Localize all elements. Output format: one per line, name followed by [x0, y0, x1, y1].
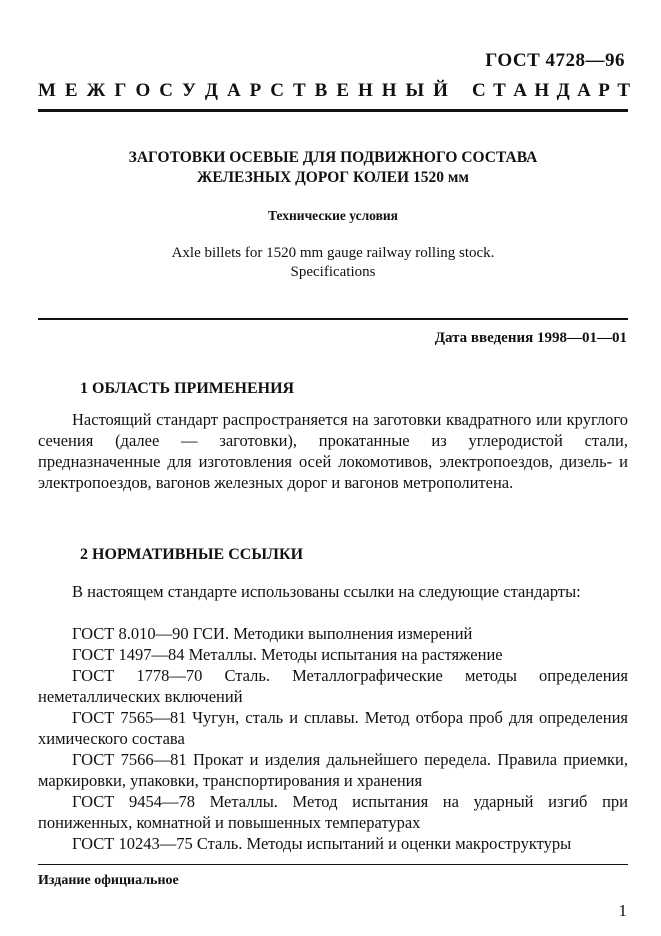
- section-2-heading: 2 НОРМАТИВНЫЕ ССЫЛКИ: [80, 546, 304, 563]
- banner-letter: Р: [598, 80, 610, 101]
- banner-letter: А: [577, 80, 591, 101]
- reference-item: ГОСТ 8.010—90 ГСИ. Методики выполнения измерений: [72, 624, 473, 643]
- document-subtitle: Технические условия: [268, 208, 398, 223]
- banner-letter: Ы: [405, 80, 425, 101]
- english-title: [38, 244, 628, 282]
- english-title-line-2: Specifications: [290, 264, 376, 280]
- reference-item: ГОСТ 1778—70 Сталь. Металлографические методы определения неметаллических включений: [38, 666, 628, 706]
- reference-item: ГОСТ 7566—81 Прокат и изделия дальнейшего передела. Правила приемки, маркировки, упаковки, транспортирования и хранения: [38, 750, 628, 790]
- title-rule: [38, 318, 628, 320]
- official-edition-label: Издание официальное: [38, 873, 179, 888]
- banner-letter: С: [159, 80, 173, 101]
- section-1-text: Настоящий стандарт распространяется на заготовки квадратного или круглого сечения (далее — заготовки), прокатанные из углеродистой стали, предназначенные для изготовления осей локомотивов, электропоездов, дизель- и электропоездов, вагонов железных дорог и вагонов метрополитена.: [38, 410, 628, 492]
- banner-letter: Т: [493, 80, 506, 101]
- banner-letter: У: [181, 80, 196, 101]
- banner-letter: Е: [336, 80, 349, 101]
- banner-letter: Р: [249, 80, 262, 101]
- banner-letter: Е: [64, 80, 78, 101]
- banner-letter: Д: [204, 80, 218, 101]
- footer-rule: [38, 864, 628, 865]
- reference-item: ГОСТ 7565—81 Чугун, сталь и сплавы. Метод отбора проб для определения химического состава: [38, 708, 628, 748]
- title-line-1: ЗАГОТОВКИ ОСЕВЫЕ ДЛЯ ПОДВИЖНОГО СОСТАВА: [128, 149, 538, 166]
- banner-letter: Т: [617, 80, 630, 101]
- banner-letter: Ж: [86, 80, 106, 101]
- banner-letter: Т: [292, 80, 306, 101]
- banner-letter: Н: [381, 80, 397, 101]
- standard-banner: [38, 80, 630, 102]
- header-rule: [38, 109, 628, 112]
- document-code: ГОСТ 4728—96: [485, 50, 625, 71]
- banner-letter: Д: [556, 80, 570, 101]
- section-1-heading: 1 ОБЛАСТЬ ПРИМЕНЕНИЯ: [80, 380, 295, 397]
- reference-item: ГОСТ 10243—75 Сталь. Методы испытаний и оценки макроструктуры: [72, 834, 572, 853]
- document-title: [38, 148, 628, 188]
- normative-references-list: [38, 623, 628, 854]
- banner-letter: А: [513, 80, 527, 101]
- reference-item: ГОСТ 1497—84 Металлы. Методы испытания на растяжение: [72, 645, 503, 664]
- english-title-line-1: Axle billets for 1520 mm gauge railway rolling stock.: [171, 245, 495, 261]
- banner-word-standard: [472, 80, 630, 102]
- reference-item: ГОСТ 9454—78 Металлы. Метод испытания на ударный изгиб при пониженных, комнатной и повышенных температурах: [38, 792, 628, 832]
- banner-letter: Й: [433, 80, 448, 101]
- banner-letter: С: [270, 80, 284, 101]
- introduction-date: Дата введения 1998—01—01: [434, 330, 627, 346]
- section-2-intro: В настоящем стандарте использованы ссылки на следующие стандарты:: [72, 582, 581, 601]
- banner-letter: М: [38, 80, 56, 101]
- banner-word-interstate: [38, 80, 448, 102]
- banner-letter: О: [135, 80, 151, 101]
- banner-letter: Г: [114, 80, 127, 101]
- title-line-2: ЖЕЛЕЗНЫХ ДОРОГ КОЛЕИ 1520 мм: [197, 169, 469, 186]
- banner-letter: С: [472, 80, 486, 101]
- banner-letter: В: [314, 80, 328, 101]
- banner-letter: А: [226, 80, 241, 101]
- banner-letter: Н: [357, 80, 373, 101]
- page-number: 1: [618, 901, 627, 920]
- banner-letter: Н: [534, 80, 550, 101]
